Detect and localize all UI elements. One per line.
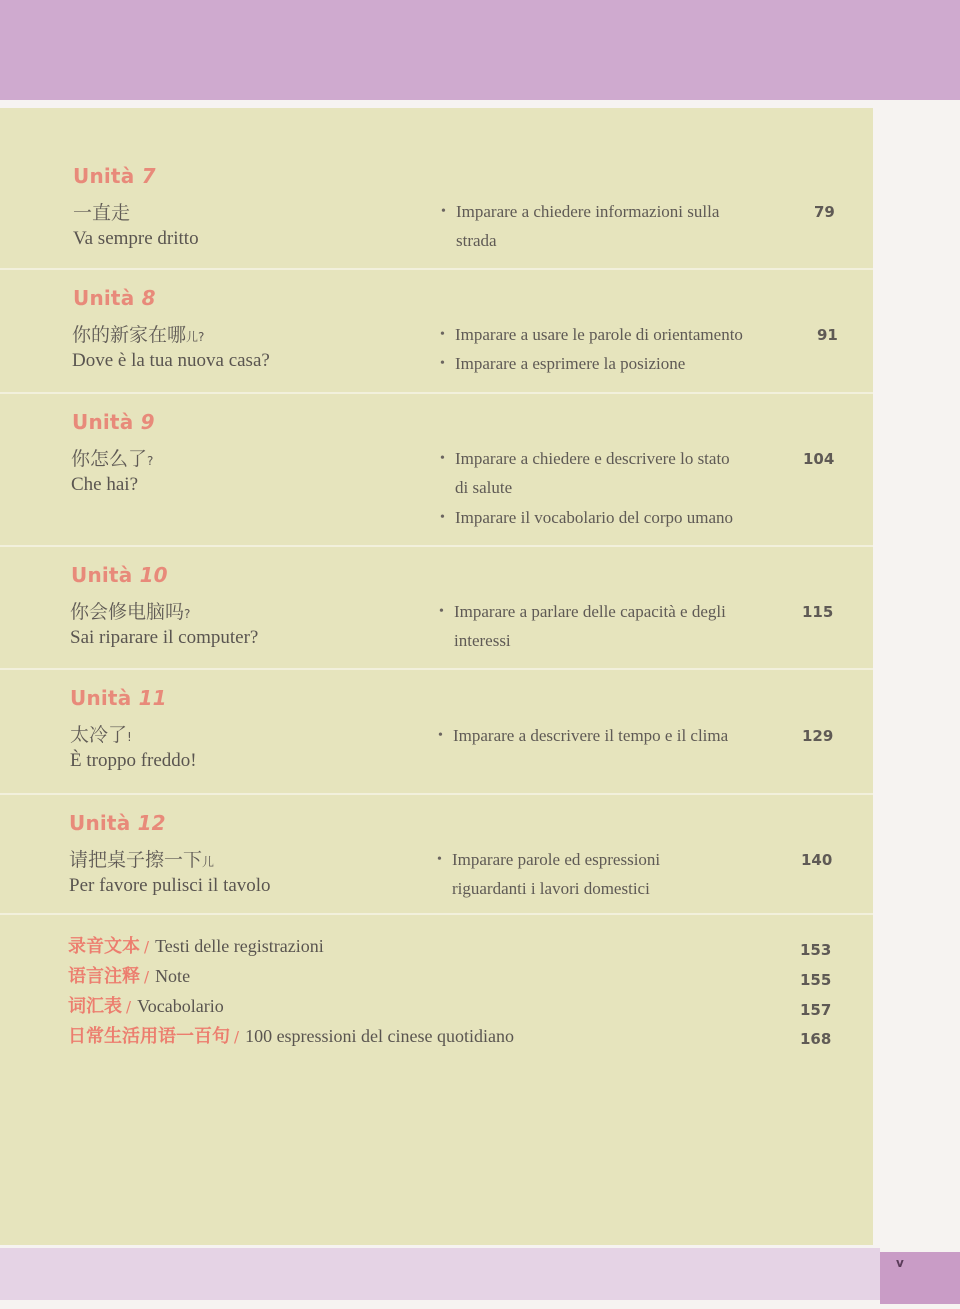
unit-italian-title: Va sempre dritto — [73, 228, 199, 249]
unit-chinese-title: 你会修电脑吗? — [70, 601, 191, 623]
unit-goal: • Imparare a descrivere il tempo e il clima — [438, 726, 729, 745]
unit-title: Unità 12 — [69, 811, 166, 835]
folio-page-number: v — [896, 1256, 904, 1270]
unit-goal-continuation: interessi — [454, 631, 511, 650]
unit-goal: • Imparare a chiedere e descrivere lo stato — [440, 449, 730, 468]
table-of-contents-panel — [0, 108, 873, 1245]
page-number[interactable]: 168 — [800, 1030, 832, 1048]
page-number[interactable]: 91 — [817, 326, 838, 344]
unit-row-11 — [0, 670, 873, 795]
unit-italian-title: Sai riparare il computer? — [70, 627, 259, 648]
page-number-box — [880, 1252, 960, 1304]
page-number[interactable]: 157 — [800, 1001, 832, 1019]
unit-goal: • Imparare parole ed espressioni — [437, 850, 661, 869]
appendix-item-vocabulary[interactable]: 词汇表 / Vocabolario — [68, 996, 224, 1017]
unit-row-10 — [0, 547, 873, 670]
unit-goal: • Imparare a usare le parole di orientamento — [440, 325, 743, 344]
unit-italian-title: Per favore pulisci il tavolo — [69, 875, 271, 896]
page-number[interactable]: 140 — [801, 851, 833, 869]
unit-title: Unità 9 — [72, 410, 155, 434]
unit-italian-title: Che hai? — [71, 474, 139, 495]
unit-title: Unità 11 — [70, 686, 167, 710]
unit-italian-title: È troppo freddo! — [70, 750, 197, 771]
unit-chinese-title: 太冷了! — [70, 724, 132, 746]
unit-row-12 — [0, 795, 873, 915]
page-number[interactable]: 79 — [814, 203, 835, 221]
page-number[interactable]: 153 — [800, 941, 832, 959]
page-number[interactable]: 115 — [802, 603, 834, 621]
unit-goal: • Imparare a chiedere informazioni sulla — [441, 202, 720, 221]
unit-chinese-title: 你的新家在哪儿? — [72, 324, 205, 346]
unit-row-7 — [0, 108, 873, 270]
unit-chinese-title: 一直走 — [73, 202, 131, 224]
bottom-decorative-band — [0, 1248, 880, 1300]
unit-goal: • Imparare il vocabolario del corpo umano — [440, 508, 734, 527]
page-number[interactable]: 104 — [803, 450, 835, 468]
appendix-item-notes[interactable]: 语言注释 / Note — [68, 966, 191, 987]
unit-goal-continuation: strada — [456, 231, 497, 250]
unit-row-9 — [0, 394, 873, 547]
page-number[interactable]: 129 — [802, 727, 834, 745]
unit-goal-continuation: di salute — [455, 478, 513, 497]
appendix-item-100-expressions[interactable]: 日常生活用语一百句 / 100 espressioni del cinese quotidiano — [68, 1026, 515, 1047]
top-decorative-band — [0, 0, 960, 100]
unit-title: Unità 8 — [73, 286, 156, 310]
unit-chinese-title: 你怎么了? — [71, 448, 154, 470]
unit-goal: • Imparare a parlare delle capacità e degli — [439, 602, 726, 621]
appendix-item-recording-texts[interactable]: 录音文本 / Testi delle registrazioni — [68, 936, 324, 957]
unit-row-8 — [0, 270, 873, 394]
unit-title: Unità 10 — [71, 563, 168, 587]
unit-italian-title: Dove è la tua nuova casa? — [72, 350, 270, 371]
unit-title: Unità 7 — [73, 164, 156, 188]
page-number[interactable]: 155 — [800, 971, 832, 989]
unit-chinese-title: 请把桌子擦一下儿 — [69, 849, 215, 871]
unit-goal: • Imparare a esprimere la posizione — [440, 354, 686, 373]
unit-goal-continuation: riguardanti i lavori domestici — [452, 879, 650, 898]
